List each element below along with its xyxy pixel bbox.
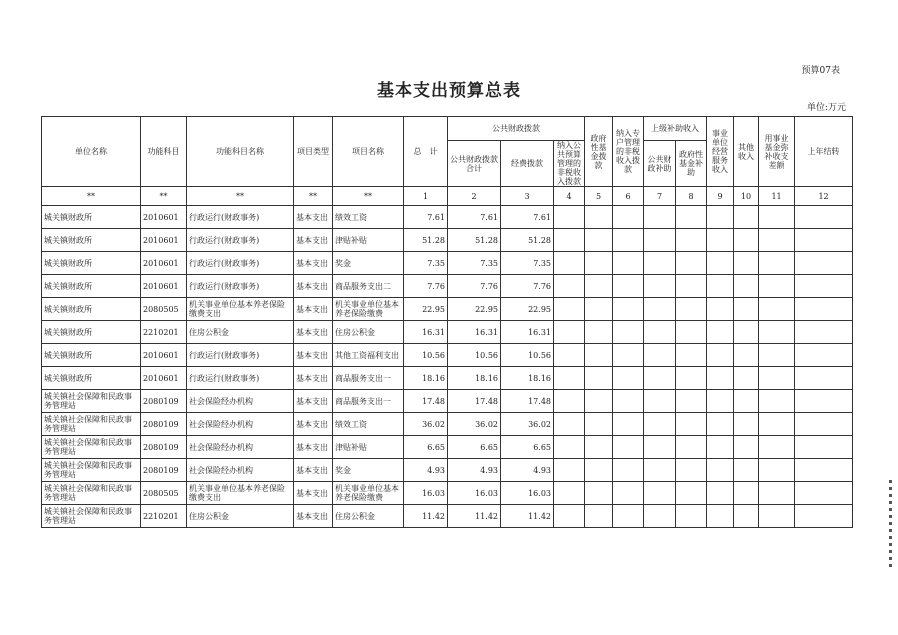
cell-func-name: 行政运行(财政事务) [187, 367, 294, 390]
cell-pf-funding: 51.28 [501, 229, 554, 252]
cell-func-name: 行政运行(财政事务) [187, 229, 294, 252]
cell-empty [795, 344, 853, 367]
cell-empty [644, 252, 676, 275]
cell-pf-funding: 10.56 [501, 344, 554, 367]
cell-item-name: 商品服务支出一 [333, 390, 404, 413]
cell-empty [644, 229, 676, 252]
cell-item-type: 基本支出 [294, 505, 333, 528]
cell-total: 7.35 [404, 252, 448, 275]
cell-empty [554, 252, 585, 275]
cell-empty [613, 275, 644, 298]
table-row [42, 482, 853, 505]
cell-empty [644, 344, 676, 367]
cell-func-code: 2080505 [141, 482, 187, 505]
cell-empty [676, 436, 707, 459]
cell-empty [676, 206, 707, 229]
page-title: 基本支出预算总表 [377, 81, 521, 101]
header-item-name: 项目名称 [333, 117, 404, 187]
cell-unit-name: 城关镇社会保障和民政事务管理站 [42, 482, 141, 505]
cell-func-code: 2010601 [141, 252, 187, 275]
cell-item-type: 基本支出 [294, 344, 333, 367]
cell-empty [585, 298, 613, 321]
cell-item-type: 基本支出 [294, 459, 333, 482]
index-cell: ** [42, 187, 141, 206]
cell-unit-name: 城关镇财政所 [42, 321, 141, 344]
table-row [42, 459, 853, 482]
cell-func-name: 住房公积金 [187, 321, 294, 344]
header-non-tax: 纳入公共预算管理的非税收入拨款 [554, 141, 585, 187]
cell-empty [585, 344, 613, 367]
cell-empty [734, 275, 759, 298]
cell-empty [644, 413, 676, 436]
cell-func-code: 2010601 [141, 229, 187, 252]
cell-empty [554, 298, 585, 321]
header-pf-funding: 经费拨款 [501, 141, 554, 187]
cell-empty [676, 344, 707, 367]
cell-item-type: 基本支出 [294, 390, 333, 413]
cell-empty [734, 390, 759, 413]
table-row [42, 367, 853, 390]
cell-func-name: 行政运行(财政事务) [187, 252, 294, 275]
index-cell: ** [187, 187, 294, 206]
cell-unit-name: 城关镇财政所 [42, 298, 141, 321]
cell-total: 10.56 [404, 344, 448, 367]
cell-item-type: 基本支出 [294, 298, 333, 321]
cell-empty [795, 275, 853, 298]
table-row [42, 252, 853, 275]
header-unit-name: 单位名称 [42, 117, 141, 187]
cell-empty [554, 390, 585, 413]
cell-total: 51.28 [404, 229, 448, 252]
cell-empty [795, 229, 853, 252]
cell-empty [676, 298, 707, 321]
cell-pf-funding: 36.02 [501, 413, 554, 436]
cell-empty [644, 321, 676, 344]
cell-empty [676, 321, 707, 344]
cell-empty [613, 298, 644, 321]
cell-empty [676, 482, 707, 505]
cell-empty [613, 252, 644, 275]
cell-empty [795, 321, 853, 344]
cell-pf-total: 22.95 [448, 298, 501, 321]
cell-empty [613, 413, 644, 436]
cell-total: 4.93 [404, 459, 448, 482]
cell-empty [759, 413, 795, 436]
cell-func-code: 2010601 [141, 344, 187, 367]
cell-pf-total: 4.93 [448, 459, 501, 482]
cell-pf-funding: 16.31 [501, 321, 554, 344]
cell-unit-name: 城关镇社会保障和民政事务管理站 [42, 436, 141, 459]
index-cell: ** [141, 187, 187, 206]
cell-unit-name: 城关镇财政所 [42, 275, 141, 298]
index-cell: 9 [707, 187, 734, 206]
cell-item-name: 绩效工资 [333, 206, 404, 229]
cell-empty [759, 321, 795, 344]
index-cell: ** [294, 187, 333, 206]
cell-empty [734, 344, 759, 367]
cell-item-name: 商品服务支出二 [333, 275, 404, 298]
cell-empty [613, 344, 644, 367]
cell-empty [585, 390, 613, 413]
cell-unit-name: 城关镇财政所 [42, 229, 141, 252]
cell-item-name: 其他工资福利支出 [333, 344, 404, 367]
cell-unit-name: 城关镇社会保障和民政事务管理站 [42, 413, 141, 436]
cell-empty [795, 252, 853, 275]
cell-func-name: 行政运行(财政事务) [187, 275, 294, 298]
cell-pf-total: 7.76 [448, 275, 501, 298]
index-cell: ** [333, 187, 404, 206]
cell-empty [759, 298, 795, 321]
cell-func-name: 行政运行(财政事务) [187, 206, 294, 229]
cell-empty [759, 206, 795, 229]
cell-pf-funding: 17.48 [501, 390, 554, 413]
cell-total: 7.61 [404, 206, 448, 229]
cell-empty [707, 367, 734, 390]
cell-pf-total: 17.48 [448, 390, 501, 413]
cell-func-code: 2210201 [141, 505, 187, 528]
cell-pf-total: 51.28 [448, 229, 501, 252]
cell-pf-funding: 7.35 [501, 252, 554, 275]
cell-empty [707, 505, 734, 528]
cell-empty [613, 390, 644, 413]
cell-empty [734, 459, 759, 482]
cell-item-type: 基本支出 [294, 436, 333, 459]
cell-item-name: 机关事业单位基本养老保险缴费 [333, 298, 404, 321]
cell-empty [795, 206, 853, 229]
cell-pf-funding: 22.95 [501, 298, 554, 321]
cell-empty [554, 275, 585, 298]
cell-empty [676, 275, 707, 298]
cell-func-name: 社会保险经办机构 [187, 459, 294, 482]
cell-empty [644, 390, 676, 413]
cell-func-name: 行政运行(财政事务) [187, 344, 294, 367]
cell-empty [759, 436, 795, 459]
cell-empty [585, 436, 613, 459]
header-other-income: 其他收入 [734, 117, 759, 187]
cell-unit-name: 城关镇财政所 [42, 206, 141, 229]
cell-empty [759, 344, 795, 367]
cell-empty [734, 229, 759, 252]
cell-empty [795, 298, 853, 321]
index-cell: 5 [585, 187, 613, 206]
header-sup-gov-fund: 政府性基金补助 [676, 141, 707, 187]
table-row [42, 413, 853, 436]
cell-empty [707, 344, 734, 367]
cell-empty [707, 229, 734, 252]
cell-empty [795, 367, 853, 390]
cell-item-type: 基本支出 [294, 367, 333, 390]
cell-empty [707, 459, 734, 482]
cell-empty [613, 459, 644, 482]
cell-empty [734, 505, 759, 528]
table-row [42, 344, 853, 367]
cell-empty [613, 206, 644, 229]
table-row [42, 275, 853, 298]
index-cell: 3 [501, 187, 554, 206]
header-unit-operating: 事业单位经营服务收入 [707, 117, 734, 187]
form-number: 预算07表 [801, 66, 840, 76]
header-pf-total: 公共财政拨款合计 [448, 141, 501, 187]
table-row [42, 206, 853, 229]
cell-func-code: 2080109 [141, 436, 187, 459]
cell-total: 16.03 [404, 482, 448, 505]
cell-pf-total: 16.03 [448, 482, 501, 505]
cell-empty [585, 252, 613, 275]
cell-empty [676, 229, 707, 252]
cell-empty [759, 367, 795, 390]
cell-empty [585, 505, 613, 528]
cell-item-name: 住房公积金 [333, 505, 404, 528]
cell-total: 7.76 [404, 275, 448, 298]
cell-empty [734, 413, 759, 436]
cell-item-type: 基本支出 [294, 275, 333, 298]
cell-empty [554, 436, 585, 459]
cell-item-name: 津贴补贴 [333, 229, 404, 252]
cell-empty [554, 206, 585, 229]
cell-empty [554, 482, 585, 505]
cell-empty [644, 275, 676, 298]
cell-empty [795, 436, 853, 459]
cell-empty [554, 229, 585, 252]
header-total: 总 计 [404, 117, 448, 187]
cell-func-code: 2010601 [141, 206, 187, 229]
cell-empty [795, 459, 853, 482]
header-last-year: 上年结转 [795, 117, 853, 187]
cell-empty [734, 252, 759, 275]
cell-empty [676, 252, 707, 275]
cell-total: 11.42 [404, 505, 448, 528]
cell-empty [554, 459, 585, 482]
cell-unit-name: 城关镇社会保障和民政事务管理站 [42, 459, 141, 482]
cell-empty [613, 229, 644, 252]
cell-func-name: 住房公积金 [187, 505, 294, 528]
index-cell: 11 [759, 187, 795, 206]
cell-pf-total: 6.65 [448, 436, 501, 459]
cell-empty [554, 413, 585, 436]
cell-item-type: 基本支出 [294, 229, 333, 252]
cell-empty [676, 413, 707, 436]
unit-label: 单位:万元 [806, 103, 846, 113]
cell-empty [707, 206, 734, 229]
table-row [42, 436, 853, 459]
cell-empty [676, 505, 707, 528]
cell-empty [554, 505, 585, 528]
cell-func-code: 2210201 [141, 321, 187, 344]
cell-empty [707, 275, 734, 298]
cell-empty [585, 413, 613, 436]
cell-empty [707, 390, 734, 413]
cell-item-type: 基本支出 [294, 206, 333, 229]
cell-empty [734, 482, 759, 505]
cell-pf-funding: 11.42 [501, 505, 554, 528]
cell-empty [795, 482, 853, 505]
table-row [42, 505, 853, 528]
cell-unit-name: 城关镇社会保障和民政事务管理站 [42, 390, 141, 413]
cell-empty [676, 459, 707, 482]
cell-empty [613, 321, 644, 344]
cell-total: 18.16 [404, 367, 448, 390]
budget-table [41, 116, 853, 528]
cell-empty [644, 459, 676, 482]
cell-pf-total: 7.35 [448, 252, 501, 275]
cell-item-type: 基本支出 [294, 252, 333, 275]
cell-func-code: 2080505 [141, 298, 187, 321]
cell-pf-total: 10.56 [448, 344, 501, 367]
cell-empty [613, 505, 644, 528]
cell-func-code: 2080109 [141, 390, 187, 413]
header-func-name: 功能科目名称 [187, 117, 294, 187]
scan-edge-marks [889, 480, 892, 570]
index-cell: 7 [644, 187, 676, 206]
cell-pf-funding: 7.76 [501, 275, 554, 298]
cell-pf-total: 7.61 [448, 206, 501, 229]
cell-empty [585, 275, 613, 298]
cell-total: 36.02 [404, 413, 448, 436]
cell-empty [795, 390, 853, 413]
header-public-finance: 公共财政拨款 [448, 117, 585, 141]
header-gov-fund: 政府性基金拨款 [585, 117, 613, 187]
cell-empty [585, 321, 613, 344]
cell-func-code: 2010601 [141, 275, 187, 298]
cell-func-name: 社会保险经办机构 [187, 413, 294, 436]
cell-pf-funding: 4.93 [501, 459, 554, 482]
index-cell: 6 [613, 187, 644, 206]
cell-unit-name: 城关镇财政所 [42, 367, 141, 390]
cell-pf-funding: 16.03 [501, 482, 554, 505]
header-superior-subsidy: 上级补助收入 [644, 117, 707, 141]
cell-func-name: 机关事业单位基本养老保险缴费支出 [187, 482, 294, 505]
cell-empty [585, 367, 613, 390]
cell-pf-funding: 18.16 [501, 367, 554, 390]
cell-empty [613, 367, 644, 390]
cell-item-name: 奖金 [333, 252, 404, 275]
cell-empty [759, 390, 795, 413]
cell-empty [707, 298, 734, 321]
cell-item-type: 基本支出 [294, 321, 333, 344]
cell-empty [644, 482, 676, 505]
cell-empty [644, 505, 676, 528]
header-special-account: 纳入专户管理的非税收入拨款 [613, 117, 644, 187]
cell-pf-total: 18.16 [448, 367, 501, 390]
cell-empty [734, 298, 759, 321]
cell-empty [644, 436, 676, 459]
cell-empty [585, 459, 613, 482]
cell-empty [554, 344, 585, 367]
cell-empty [554, 367, 585, 390]
cell-empty [795, 413, 853, 436]
cell-func-name: 社会保险经办机构 [187, 390, 294, 413]
table-row [42, 321, 853, 344]
cell-empty [734, 367, 759, 390]
cell-func-name: 机关事业单位基本养老保险缴费支出 [187, 298, 294, 321]
cell-item-name: 津贴补贴 [333, 436, 404, 459]
cell-empty [707, 482, 734, 505]
header-sup-public: 公共财政补助 [644, 141, 676, 187]
cell-empty [585, 229, 613, 252]
cell-empty [585, 206, 613, 229]
cell-empty [707, 436, 734, 459]
cell-unit-name: 城关镇财政所 [42, 344, 141, 367]
cell-total: 16.31 [404, 321, 448, 344]
cell-empty [734, 206, 759, 229]
index-cell: 12 [795, 187, 853, 206]
cell-item-name: 商品服务支出一 [333, 367, 404, 390]
cell-empty [734, 436, 759, 459]
cell-func-code: 2010601 [141, 367, 187, 390]
cell-pf-funding: 6.65 [501, 436, 554, 459]
cell-pf-total: 11.42 [448, 505, 501, 528]
header-func-code: 功能科目 [141, 117, 187, 187]
cell-pf-total: 36.02 [448, 413, 501, 436]
cell-empty [759, 459, 795, 482]
header-balance-fill: 用事业基金弥补收支差额 [759, 117, 795, 187]
cell-item-type: 基本支出 [294, 482, 333, 505]
index-cell: 8 [676, 187, 707, 206]
cell-empty [644, 298, 676, 321]
cell-func-code: 2080109 [141, 459, 187, 482]
cell-empty [644, 206, 676, 229]
cell-empty [613, 482, 644, 505]
cell-pf-total: 16.31 [448, 321, 501, 344]
cell-empty [759, 252, 795, 275]
cell-item-name: 绩效工资 [333, 413, 404, 436]
cell-item-name: 奖金 [333, 459, 404, 482]
index-row [42, 187, 853, 206]
cell-empty [676, 367, 707, 390]
cell-empty [759, 482, 795, 505]
table-row [42, 229, 853, 252]
cell-total: 6.65 [404, 436, 448, 459]
cell-empty [707, 252, 734, 275]
cell-empty [759, 275, 795, 298]
index-cell: 4 [554, 187, 585, 206]
cell-unit-name: 城关镇社会保障和民政事务管理站 [42, 505, 141, 528]
cell-pf-funding: 7.61 [501, 206, 554, 229]
cell-empty [585, 482, 613, 505]
cell-item-name: 住房公积金 [333, 321, 404, 344]
cell-empty [759, 229, 795, 252]
cell-empty [676, 390, 707, 413]
budget-table-body [42, 187, 853, 528]
cell-empty [707, 321, 734, 344]
index-cell: 2 [448, 187, 501, 206]
cell-empty [644, 367, 676, 390]
table-row [42, 390, 853, 413]
header-item-type: 项目类型 [294, 117, 333, 187]
cell-empty [554, 321, 585, 344]
cell-empty [795, 505, 853, 528]
cell-empty [707, 413, 734, 436]
table-row [42, 298, 853, 321]
cell-func-code: 2080109 [141, 413, 187, 436]
cell-total: 17.48 [404, 390, 448, 413]
index-cell: 1 [404, 187, 448, 206]
cell-empty [734, 321, 759, 344]
cell-empty [759, 505, 795, 528]
cell-unit-name: 城关镇财政所 [42, 252, 141, 275]
index-cell: 10 [734, 187, 759, 206]
cell-func-name: 社会保险经办机构 [187, 436, 294, 459]
cell-item-name: 机关事业单位基本养老保险缴费 [333, 482, 404, 505]
cell-item-type: 基本支出 [294, 413, 333, 436]
cell-total: 22.95 [404, 298, 448, 321]
cell-empty [613, 436, 644, 459]
